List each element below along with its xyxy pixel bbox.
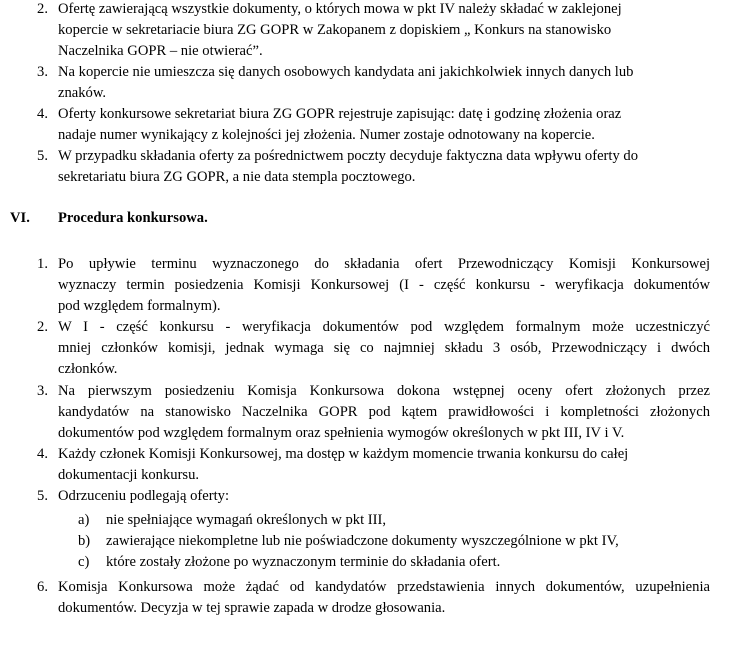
section-number: VI. bbox=[10, 210, 30, 226]
list-number: 4. bbox=[37, 446, 48, 462]
paragraph-line: Ofertę zawierającą wszystkie dokumenty, o których mowa w pkt IV należy składać w zaklejonej bbox=[58, 1, 622, 17]
paragraph-line: W przypadku składania oferty za pośrednictwem poczty decyduje faktyczna data wpływu oferty do bbox=[58, 148, 639, 164]
paragraph-line: dokumentów. Decyzja w tej sprawie zapada w drodze głosowania. bbox=[58, 600, 446, 616]
paragraph-line: dokumentacji konkursu. bbox=[58, 467, 200, 483]
paragraph-line: Na pierwszym posiedzeniu Komisja Konkursowa dokona wstępnej oceny ofert złożonych przez bbox=[58, 383, 710, 399]
paragraph-line: W I - część konkursu - weryfikacja dokumentów pod względem formalnym może uczestniczyć bbox=[58, 319, 710, 335]
sublist-text: nie spełniające wymagań określonych w pkt III, bbox=[106, 512, 387, 528]
paragraph-line: kandydatów na stanowisko Naczelnika GOPR pod kątem prawidłowości i kompletności złożonych bbox=[58, 404, 710, 420]
list-number: 5. bbox=[37, 488, 48, 504]
sublist-text: zawierające niekompletne lub nie poświadczone dokumenty wyszczególnione w pkt IV, bbox=[106, 533, 619, 549]
paragraph-line: sekretariatu biura ZG GOPR, a nie data stempla pocztowego. bbox=[58, 169, 416, 185]
list-number: 2. bbox=[37, 1, 48, 17]
paragraph-line: Naczelnika GOPR – nie otwierać”. bbox=[58, 43, 263, 59]
list-number: 6. bbox=[37, 579, 48, 595]
paragraph-line: dokumentów pod względem formalnym oraz spełnienia wymogów określonych w pkt III, IV i V. bbox=[58, 425, 625, 441]
paragraph-line: znaków. bbox=[58, 85, 107, 101]
paragraph-line: członków. bbox=[58, 361, 118, 377]
paragraph-line: Po upływie terminu wyznaczonego do składania ofert Przewodniczący Komisji Konkursowej bbox=[58, 256, 710, 272]
paragraph-line: Odrzuceniu podlegają oferty: bbox=[58, 488, 229, 504]
list-number: 3. bbox=[37, 64, 48, 80]
paragraph-line: mniej członków komisji, jednak wymaga się co najmniej składu 3 osób, Przewodniczący i dwóch bbox=[58, 340, 710, 356]
paragraph-line: nadaje numer wynikający z kolejności jej złożenia. Numer zostaje odnotowany na kopercie. bbox=[58, 127, 595, 143]
paragraph-line: wyznaczy termin posiedzenia Komisji Konkursowej (I - część konkursu - weryfikacja dokumentów bbox=[58, 277, 710, 293]
sublist-letter: b) bbox=[78, 533, 91, 549]
paragraph-line: Na kopercie nie umieszcza się danych osobowych kandydata ani jakichkolwiek innych danych lub bbox=[58, 64, 634, 80]
paragraph-line: Każdy członek Komisji Konkursowej, ma dostęp w każdym momencie trwania konkursu do całej bbox=[58, 446, 629, 462]
section-title: Procedura konkursowa. bbox=[58, 210, 208, 226]
paragraph-line: Oferty konkursowe sekretariat biura ZG GOPR rejestruje zapisując: datę i godzinę złożenia oraz bbox=[58, 106, 622, 122]
sublist-text: które zostały złożone po wyznaczonym terminie do składania ofert. bbox=[106, 554, 501, 570]
list-number: 5. bbox=[37, 148, 48, 164]
list-number: 3. bbox=[37, 383, 48, 399]
list-number: 1. bbox=[37, 256, 48, 272]
list-number: 4. bbox=[37, 106, 48, 122]
paragraph-line: pod względem formalnym). bbox=[58, 298, 221, 314]
paragraph-line: kopercie w sekretariacie biura ZG GOPR w Zakopanem z dopiskiem „ Konkurs na stanowisko bbox=[58, 22, 612, 38]
sublist-letter: a) bbox=[78, 512, 90, 528]
paragraph-line: Komisja Konkursowa może żądać od kandydatów przedstawienia innych dokumentów, uzupełnienia bbox=[58, 579, 710, 595]
list-number: 2. bbox=[37, 319, 48, 335]
sublist-letter: c) bbox=[78, 554, 90, 570]
